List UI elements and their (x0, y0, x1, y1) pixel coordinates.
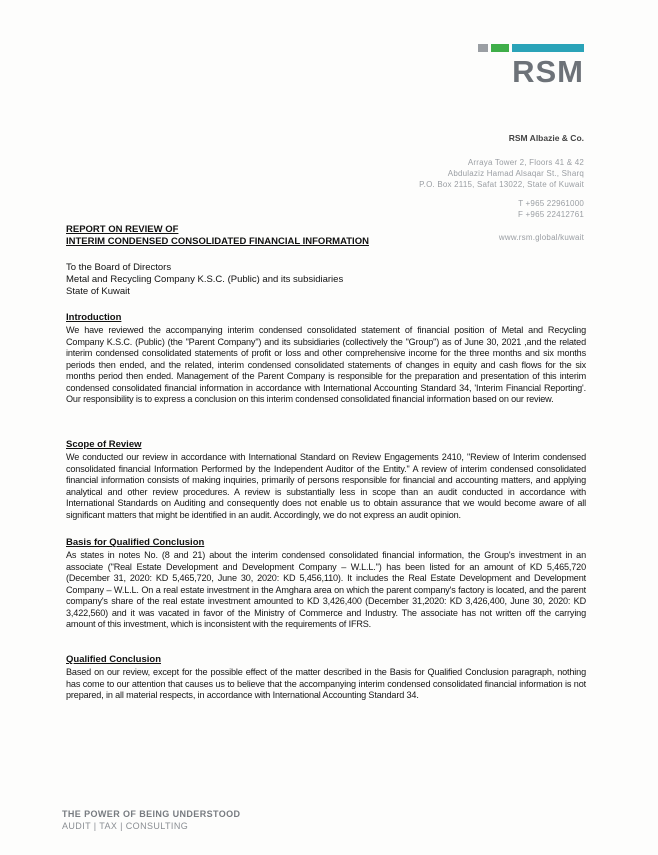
section-paragraph: We conducted our review in accordance with International Standard on Review Engagements 2410, "Review of Interim condensed consolidated financial Information Performed by the Independent Auditor of the Entity." A review of interim condensed consolidated financial information consists of making inquiries, primarily of persons responsible for financial and accounting matters, and applying analytical and other review procedures. A review is substantially less in scope than an audit conducted in accordance with International Standards on Auditing and consequently does not enable us to obtain assurance that we would become aware of all significant matters that might be identified in an audit. Accordingly, we do not express an audit opinion. (66, 452, 586, 520)
logo-wordmark: RSM (512, 54, 584, 89)
section-basis-for-qualified-conclusion (66, 537, 586, 631)
page-footer (62, 808, 240, 832)
addressee-line: To the Board of Directors (66, 262, 172, 273)
section-scope-of-review (66, 439, 586, 521)
rsm-logo (478, 44, 584, 89)
address-line: Arraya Tower 2, Floors 41 & 42 (467, 158, 584, 167)
logo-bar-green (491, 44, 509, 52)
firm-name: RSM Albazie & Co. (508, 133, 584, 143)
addressee-line: State of Kuwait (66, 286, 130, 297)
addressee-block (66, 262, 343, 298)
report-title (66, 224, 369, 248)
logo-color-bars (478, 44, 584, 52)
report-title-line: INTERIM CONDENSED CONSOLIDATED FINANCIAL INFORMATION (66, 236, 369, 247)
phone-number: T +965 22961000 (518, 199, 584, 208)
logo-bar-teal (512, 44, 584, 52)
section-paragraph: As states in notes No. (8 and 21) about the interim condensed consolidated financial information, the Group's investment in an associate ("Real Estate Development and Development Company – W.L.L.") has been listed for an amount of KD 5,465,720 (December 31, 2020: KD 5,465,720, June 30, 2020: KD 5,456,110). It includes the Real Estate Development and Development Company – W.L.L. On a real estate investment in the Amghara area on which the parent company's factory is located, and the parent company's share of the real estate investment amounted to KD 3,426,400 (December 31,2020: KD 3,426,400, June 30, 2020: KD 3,422,560) and it was vacated in favor of the Ministry of Commerce and Industry. The associate has not written off the carrying amount of this investment, which is inconsistent with the requirements of IFRS. (66, 550, 586, 629)
address-line: P.O. Box 2115, Safat 13022, State of Kuwait (419, 180, 584, 189)
section-qualified-conclusion (66, 654, 586, 702)
section-paragraph: Based on our review, except for the possible effect of the matter described in the Basis for Qualified Conclusion paragraph, nothing has come to our attention that causes us to believe that the accompanying interim condensed consolidated financial information is not prepared, in all material respects, in accordance with International Accounting Standard 34. (66, 667, 586, 700)
website-link[interactable]: www.rsm.global/kuwait (498, 233, 584, 242)
section-introduction (66, 312, 586, 406)
address-line: Abdulaziz Hamad Alsaqar St., Sharq (447, 169, 584, 178)
report-title-line: REPORT ON REVIEW OF (66, 224, 179, 235)
logo-bar-grey (478, 44, 488, 52)
section-heading: Scope of Review (66, 439, 142, 450)
footer-tagline: THE POWER OF BEING UNDERSTOOD (62, 809, 241, 819)
fax-number: F +965 22412761 (518, 210, 584, 219)
section-paragraph: We have reviewed the accompanying interim condensed consolidated statement of financial position of Metal and Recycling Company K.S.C. (Public) (the "Parent Company") and its subsidiaries (collectively the "Group") as of June 30, 2021 ,and the related interim condensed consolidated statements of profit or loss and other comprehensive income for the three months and six months periods then ended, and the related, interim condensed consolidated statements of changes in equity and cash flows for the six months period then ended. Management of the Parent Company is responsible for the preparation and presentation of this interim condensed consolidated financial information in accordance with International Accounting Standard 34, 'Interim Financial Reporting'. Our responsibility is to express a conclusion on this interim condensed consolidated financial information based on our review. (66, 325, 586, 404)
addressee-line: Metal and Recycling Company K.S.C. (Public) and its subsidiaries (66, 274, 344, 285)
section-heading: Basis for Qualified Conclusion (66, 537, 205, 548)
footer-services: AUDIT | TAX | CONSULTING (62, 821, 189, 831)
section-heading: Introduction (66, 312, 122, 323)
section-heading: Qualified Conclusion (66, 654, 162, 665)
